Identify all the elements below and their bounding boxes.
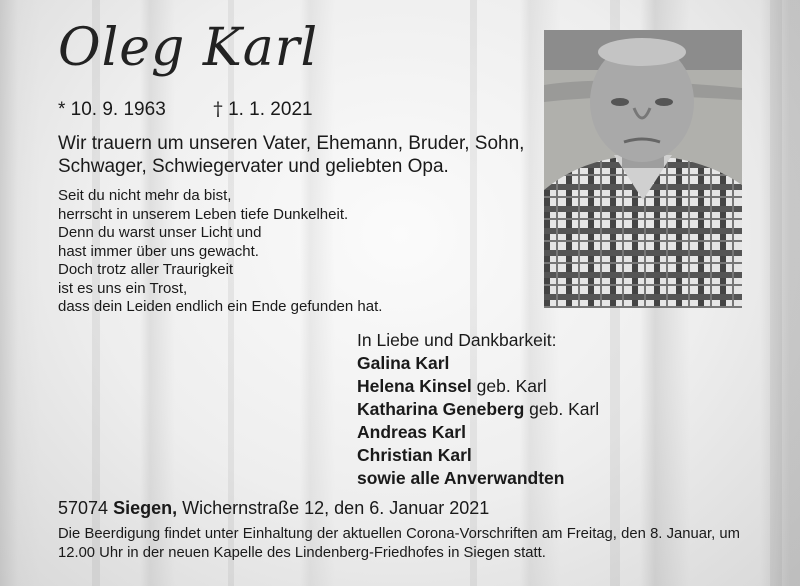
member-name: Katharina Geneberg xyxy=(357,399,525,419)
poem-line: herrscht in unserem Leben tiefe Dunkelheit. xyxy=(58,205,349,223)
portrait-photo xyxy=(544,30,742,308)
poem-line: dass dein Leiden endlich ein Ende gefunden hat. xyxy=(58,298,383,315)
city-name: Siegen, xyxy=(113,498,178,518)
poem-line: Denn du warst unser Licht und xyxy=(58,224,262,241)
life-dates xyxy=(58,98,313,121)
family-member xyxy=(357,352,599,375)
family-member xyxy=(357,375,599,398)
member-name: Andreas Karl xyxy=(357,422,466,442)
birth-date: * 10. 9. 1963 xyxy=(58,99,166,120)
family-member xyxy=(357,444,599,467)
address-date: Wichernstraße 12, den 6. Januar 2021 xyxy=(182,498,490,518)
mourning-statement xyxy=(58,132,524,178)
member-suffix: geb. Karl xyxy=(471,376,547,396)
statement-line: Schwager, Schwiegervater und geliebten Opa. xyxy=(58,156,449,177)
funeral-details: Die Beerdigung findet unter Einhaltung der aktuellen Corona-Vorschriften am Freitag, den 8. Januar, um 12.00 Uhr in der neuen Kapelle des Lindenberg-Friedhofes in Siegen statt. xyxy=(58,526,740,561)
member-name: Christian Karl xyxy=(357,445,472,465)
zip-code: 57074 xyxy=(58,498,109,518)
family-heading: In Liebe und Dankbarkeit: xyxy=(357,330,557,350)
location-line xyxy=(58,498,489,519)
member-suffix: geb. Karl xyxy=(524,399,600,419)
poem-line: hast immer über uns gewacht. xyxy=(58,242,259,260)
family-member xyxy=(357,398,599,421)
family-member xyxy=(357,467,599,490)
cross-icon: † xyxy=(213,98,223,120)
memorial-poem xyxy=(58,187,382,317)
poem-line: Doch trotz aller Traurigkeit xyxy=(58,261,234,278)
poem-line: ist es uns ein Trost, xyxy=(58,279,188,297)
death-date: 1. 1. 2021 xyxy=(228,99,313,120)
member-name: Galina Karl xyxy=(357,353,450,373)
deceased-name: Oleg Karl xyxy=(58,18,319,78)
background-tree xyxy=(770,0,782,586)
statement-line: Wir trauern um unseren Vater, Ehemann, Bruder, Sohn, xyxy=(58,133,525,154)
poem-line: Seit du nicht mehr da bist, xyxy=(58,187,232,204)
family-member xyxy=(357,421,599,444)
portrait-illustration xyxy=(544,30,742,308)
member-name: Helena Kinsel xyxy=(357,376,472,396)
member-name: sowie alle Anverwandten xyxy=(357,468,565,488)
family-signatures xyxy=(357,329,599,490)
